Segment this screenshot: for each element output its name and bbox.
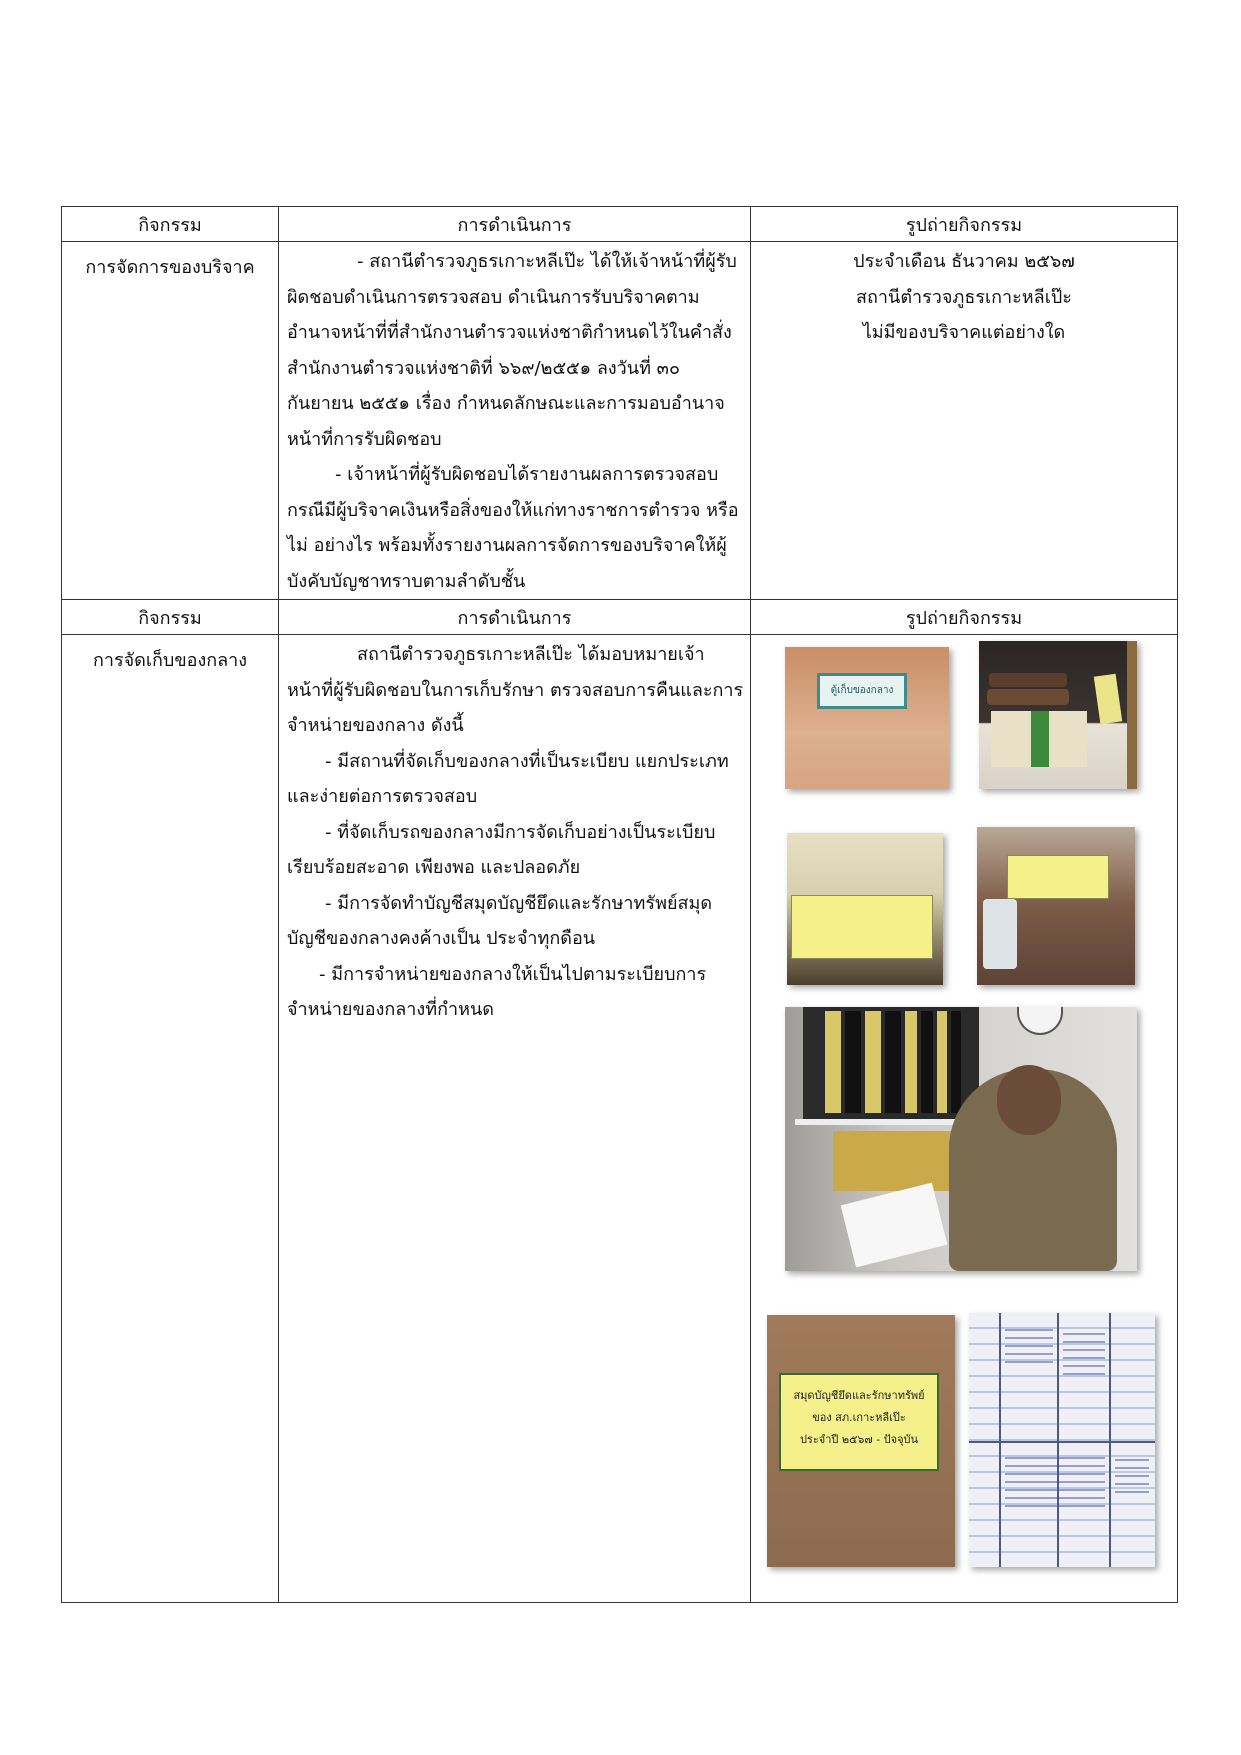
photo-evidence-bag bbox=[787, 833, 943, 985]
operation-evidence bbox=[279, 635, 751, 1603]
photo-evidence-book bbox=[767, 1315, 955, 1567]
phone-shape bbox=[983, 899, 1017, 969]
paragraph: - ที่จัดเก็บรถของกลางมีการจัดเก็บอย่างเป็นระเบียบเรียบร้อยสะอาด เพียงพอ และปลอดภัย bbox=[287, 821, 716, 878]
book-label-line: ของ สภ.เกาะหลีเป๊ะ bbox=[812, 1411, 906, 1424]
photo-evidence-cabinet bbox=[979, 641, 1137, 789]
header-operation: การดำเนินการ bbox=[279, 600, 751, 635]
activity-donation: การจัดการของบริจาค bbox=[62, 242, 279, 600]
header-operation: การดำเนินการ bbox=[279, 207, 751, 242]
photo-note-station: สถานีตำรวจภูธรเกาะหลีเป๊ะ bbox=[856, 286, 1072, 308]
activity-table bbox=[61, 206, 1178, 1603]
header-activity: กิจกรรม bbox=[62, 207, 279, 242]
photo-evidence-sign bbox=[785, 647, 949, 789]
phone-label bbox=[1007, 855, 1109, 899]
sign-label: ตู้เก็บของกลาง bbox=[830, 685, 894, 696]
photo-note-month: ประจำเดือน ธันวาคม ๒๕๖๗ bbox=[853, 251, 1075, 272]
handwriting-block bbox=[1005, 1323, 1053, 1363]
table-row-evidence bbox=[62, 635, 1178, 1603]
paragraph: - มีสถานที่จัดเก็บของกลางที่เป็นระเบียบ แยกประเภทและง่ายต่อการตรวจสอบ bbox=[287, 750, 729, 807]
activity-evidence: การจัดเก็บของกลาง bbox=[62, 635, 279, 1603]
book-label bbox=[779, 1373, 939, 1471]
photo-evidence-ledger bbox=[969, 1313, 1155, 1567]
paragraph: - มีการจัดทำบัญชีสมุดบัญชียึดและรักษาทรัพย์สมุดบัญชีของกลางคงค้างเป็น ประจำทุกดือน bbox=[287, 892, 713, 949]
photo-evidence bbox=[751, 635, 1178, 1603]
paragraph: - สถานีตำรวจภูธรเกาะหลีเป๊ะ ได้ให้เจ้าหน้าที่ผู้รับผิดชอบดำเนินการตรวจสอบ ดำเนินการรับบริจาคตามอำนาจหน้าที่ที่สำนักงานตำรวจแห่งชาติกำหนดไว้ในคำสั่งสำนักงานตำรวจแห่งชาติที่ ๖๖๙/๒๕๕๑ ลงวันที่ ๓๐ กันยายน ๒๕๕๑ เรื่อง กำหนดลักษณะและการมอบอำนาจหน้าที่การรับผิดชอบ bbox=[287, 251, 737, 450]
photo-evidence-phone bbox=[977, 827, 1135, 985]
photo-donation bbox=[751, 242, 1178, 600]
header-activity: กิจกรรม bbox=[62, 600, 279, 635]
table-header-row bbox=[62, 207, 1178, 242]
clock-icon bbox=[1017, 1007, 1063, 1035]
operation-donation bbox=[279, 242, 751, 600]
photo-note-none: ไม่มีของบริจาคแต่อย่างใด bbox=[862, 322, 1066, 343]
header-photo: รูปถ่ายกิจกรรม bbox=[751, 207, 1178, 242]
photo-evidence-officer bbox=[785, 1007, 1137, 1271]
book-label-line: สมุดบัญชียึดและรักษาทรัพย์ bbox=[793, 1389, 925, 1402]
header-photo: รูปถ่ายกิจกรรม bbox=[751, 600, 1178, 635]
book-label-line: ประจำปี ๒๕๖๗ - ปัจจุบัน bbox=[799, 1433, 919, 1446]
table-header-row bbox=[62, 600, 1178, 635]
paragraph: - มีการจำหน่ายของกลางให้เป็นไปตามระเบียบการจำหน่ายของกลางที่กำหนด bbox=[287, 963, 707, 1020]
bag-label bbox=[791, 895, 933, 959]
paper-sheet bbox=[841, 1183, 948, 1268]
paragraph: สถานีตำรวจภูธรเกาะหลีเป๊ะ ได้มอบหมายเจ้าหน้าที่ผู้รับผิดชอบในการเก็บรักษา ตรวจสอบการคืนและการจำหน่ายของกลาง ดังนี้ bbox=[287, 644, 744, 736]
sign-plate bbox=[817, 673, 907, 709]
table-row-donation bbox=[62, 242, 1178, 600]
paragraph: - เจ้าหน้าที่ผู้รับผิดชอบได้รายงานผลการตรวจสอบกรณีมีผู้บริจาคเงินหรือสิ่งของให้แก่ทางราชการตำรวจ หรือไม่ อย่างไร พร้อมทั้งรายงานผลการจัดการของบริจาคให้ผู้บังคับบัญชาทราบตามลำดับชั้น bbox=[287, 464, 739, 592]
